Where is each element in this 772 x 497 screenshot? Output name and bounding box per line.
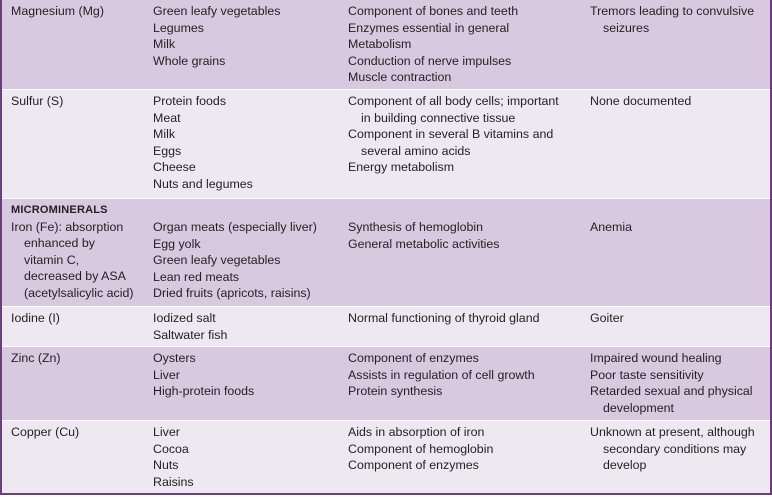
mineral-cell: Iodine (I): [11, 311, 60, 325]
deficiency-cell: Goiter: [590, 311, 624, 325]
sources-cell: Oysters Liver High-protein foods: [153, 351, 255, 399]
mineral-cell: Sulfur (S): [11, 94, 64, 108]
section-heading: MICROMINERALS: [11, 204, 108, 216]
functions-cell: Normal functioning of thyroid gland: [348, 311, 540, 325]
table-row-iodine: [2, 307, 770, 347]
deficiency-cell: None documented: [590, 94, 692, 108]
sources-cell: Protein foods Meat Milk Eggs Cheese Nuts and legumes: [153, 94, 253, 191]
functions-cell: Aids in absorption of iron Component of hemoglobin Component of enzymes: [348, 425, 494, 473]
sources-cell: Organ meats (especially liver) Egg yolk Green leafy vegetables Lean red meats Dried fruits (apricots, raisins): [153, 220, 317, 301]
table-row-zinc: [2, 347, 770, 421]
functions-cell: Component of enzymes Assists in regulation of cell growth Protein synthesis: [348, 351, 535, 399]
deficiency-cell: Impaired wound healing Poor taste sensitivity Retarded sexual and physical development: [590, 351, 753, 415]
table-row-copper: [2, 421, 770, 493]
sources-cell: Iodized salt Saltwater fish: [153, 311, 228, 342]
table-row-sulfur: [2, 90, 770, 199]
mineral-cell: Copper (Cu): [11, 425, 80, 439]
deficiency-cell: Tremors leading to convulsive seizures: [590, 4, 755, 35]
mineral-cell: Magnesium (Mg): [11, 4, 104, 18]
functions-cell: Component of all body cells; important in building connective tissue Component in several B vitamins and several amino acids Energy metabolism: [348, 94, 559, 175]
mineral-cell: MICROMINERALS Iron (Fe): absorption enhanced by vitamin C, decreased by ASA (acetylsalicylic acid): [11, 202, 146, 302]
table-row-iron: [2, 199, 770, 307]
functions-cell: Component of bones and teeth Enzymes essential in general Metabolism Conduction of nerve impulses Muscle contraction: [348, 4, 519, 85]
table-row-magnesium: [2, 0, 770, 90]
deficiency-cell: Anemia: [590, 220, 633, 234]
functions-cell: Synthesis of hemoglobin General metabolic activities: [348, 220, 500, 251]
deficiency-cell: Unknown at present, although secondary conditions may develop: [590, 425, 755, 473]
sources-cell: Green leafy vegetables Legumes Milk Whole grains: [153, 4, 281, 68]
mineral-cell: Zinc (Zn): [11, 351, 61, 365]
sources-cell: Liver Cocoa Nuts Raisins: [153, 425, 194, 489]
